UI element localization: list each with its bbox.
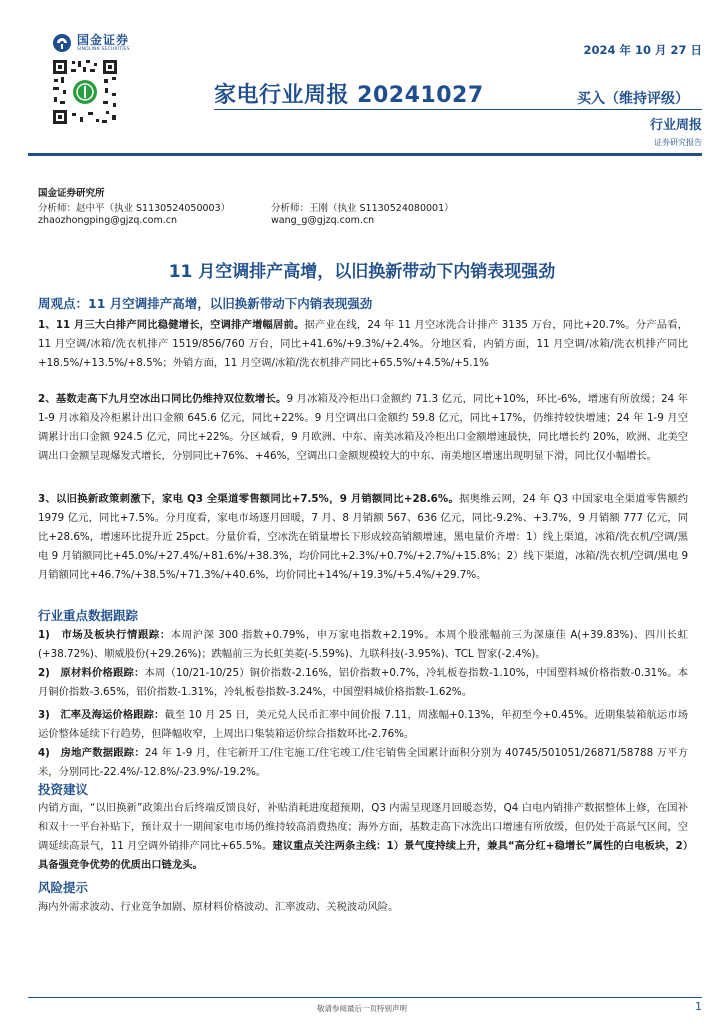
report-headline: 11 月空调排产高增，以旧换新带动下内销表现强劲 xyxy=(168,262,556,282)
header-divider xyxy=(214,109,702,110)
investment-paragraph xyxy=(38,799,688,875)
paragraph-3-lead: 3、以旧换新政策刺激下，家电 Q3 全渠道零售额同比+7.5%，9 月销额同比+28.6%。 xyxy=(38,493,460,505)
analyst-2-email[interactable]: wang_g@gjzq.com.cn xyxy=(271,215,375,226)
investment-body: 内销方面，“以旧换新”政策出台后终端反馈良好，补贴消耗进度超预期，Q3 内需呈现逐月回暖态势，Q4 白电内销排产数据整体上修，在国补和双十一平台补贴下，预计双十一期间家电市场仍维持较高消费热度；海外方面，基数走高下冰洗出口增速有所放缓，但仍处于高景气区间，空调延续高景气，11 月空调外销排产同比+65.5%。 xyxy=(38,802,688,852)
paragraph-3-body: 据奥维云网，24 年 Q3 中国家电全渠道零售额约 1979 亿元，同比+7.5%。分月度看，家电市场逐月回暖，7 月、8 月销额 567、636 亿元，同比-9.2%、+3.7%，9 月销额 777 亿元，同比+28.6%，增速环比提升近 25pct。分量价看，空冰洗在销量增长下形成较高销额增速，黑电量价齐增：1）线上渠道，冰箱/洗衣机/空调/黑电 9 月销额同比+45.0%/+27.4%/+81.6%/+38.3%，均价同比+2.3%/+0.7%/+2.7%/+15.8%；2）线下渠道，冰箱/洗衣机/空调/黑电 9 月销额同比+46.7%/+38.5%/+71.3%/+40.6%，均价同比+14%/+19.3%/+5.4%/+29.7%。 xyxy=(38,493,688,581)
tracking-item-materials-lead: 2) 原材料价格跟踪： xyxy=(38,667,145,679)
footer-disclaimer: 敬请参阅最后一页特别声明 xyxy=(317,1004,407,1013)
section-weekly-view: 周观点：11 月空调排产高增，以旧换新带动下内销表现强劲 xyxy=(38,296,373,311)
paragraph-2-body: 9 月冰箱及冷柜出口金额约 71.3 亿元，同比+10%，环比-6%，增速有所放缓；24 年 1-9 月冰箱及冷柜累计出口金额 645.6 亿元，同比+22%。9 月空调出口金额约 59.8 亿元，同比+17%，仍维持较快增速；24 年 1-9 月空调累计出口金额 924.5 亿元，同比+22%。分区域看，9 月欧洲、中东、南美冰箱及冷柜出口金额增速最快，同比增长约 20%，欧洲、北美空调出口金额呈现爆发式增长，分别同比+76%、+46%，空调出口金额规模较大的中东、南美地区增速出现明显下滑，同比仅小幅增长。 xyxy=(38,393,688,462)
footer-divider xyxy=(28,997,702,998)
section-data-tracking: 行业重点数据跟踪 xyxy=(38,608,139,623)
logo-cn-text: 国金证券 xyxy=(77,32,130,47)
analyst-1: 分析师：赵中平（执业 S1130524050003） xyxy=(38,203,231,214)
section-risk: 风险提示 xyxy=(38,880,89,895)
tracking-item-real-estate-lead: 4) 房地产数据跟踪： xyxy=(38,747,145,759)
report-subtype: 证券研究报告 xyxy=(654,138,702,147)
tracking-item-materials xyxy=(38,664,688,702)
analyst-1-email[interactable]: zhaozhongping@gjzq.com.cn xyxy=(38,215,177,226)
tracking-item-fx-body: 截至 10 月 25 日，美元兑人民币汇率中间价报 7.11，周涨幅+0.13%，年初至今+0.45%。近期集装箱航运市场运价整体延续下行趋势，但降幅收窄，上周出口集装箱运价综合指数环比-2.76%。 xyxy=(38,709,688,740)
paragraph-1-body: 据产业在线，24 年 11 月空冰洗合计排产 3135 万台，同比+20.7%。分产品看，11 月空调/冰箱/洗衣机排产 1519/856/760 万台，同比+41.6%/+9.3%/+2.4%。分地区看，内销方面，11 月空调/冰箱/洗衣机排产同比+18.5%/+13.5%/+8.5%；外销方面，11 月空调/冰箱/洗衣机排产同比+65.5%/+4.5%/+5.1% xyxy=(38,319,688,369)
institute-name: 国金证券研究所 xyxy=(38,188,105,199)
paragraph-1 xyxy=(38,316,688,373)
paragraph-1-lead: 1、11 月三大白排产同比稳健增长，空调排产增幅居前。 xyxy=(38,319,305,331)
tracking-item-market-body: 本周沪深 300 指数+0.79%，申万家电指数+2.19%。本周个股涨幅前三为深康佳 A(+39.83%)、四川长虹(+38.72%)、顺威股份(+29.26%)；跌幅前三为长虹美菱(-5.59%)、九联科技(-3.95%)、TCL 智家(-2.4%)。 xyxy=(38,629,688,660)
header-thick-divider xyxy=(28,153,702,156)
logo-icon xyxy=(52,33,72,53)
tracking-item-market xyxy=(38,626,688,664)
report-type: 行业周报 xyxy=(649,118,702,133)
tracking-item-market-lead: 1) 市场及板块行情跟踪： xyxy=(38,629,171,641)
investment-conclusion: 建议重点关注两条主线：1）景气度持续上升，兼具“高分红+稳增长”属性的白电板块，2）具备强竞争优势的优质出口链龙头。 xyxy=(38,840,689,871)
tracking-item-fx-shipping xyxy=(38,706,688,744)
company-logo xyxy=(52,32,152,54)
rating-label: 买入（维持评级） xyxy=(577,91,689,107)
page-number: 1 xyxy=(695,1000,702,1013)
section-investment: 投资建议 xyxy=(38,782,89,797)
tracking-item-real-estate-body: 24 年 1-9 月，住宅新开工/住宅施工/住宅竣工/住宅销售全国累计面积分别为 40745/501051/26871/58788 万平方米，分别同比-22.4%/-12.8%/-23.9%/-19.2%。 xyxy=(38,747,688,778)
risk-paragraph: 海内外需求波动、行业竞争加剧、原材料价格波动、汇率波动、关税波动风险。 xyxy=(38,901,399,913)
analyst-2: 分析师：王刚（执业 S1130524080001） xyxy=(271,203,454,214)
paragraph-3 xyxy=(38,490,688,585)
paragraph-2-lead: 2、基数走高下九月空冰出口同比仍维持双位数增长。 xyxy=(38,393,287,405)
report-title: 家电行业周报 20241027 xyxy=(214,83,484,108)
tracking-item-fx-lead: 3) 汇率及海运价格跟踪： xyxy=(38,709,165,721)
paragraph-2 xyxy=(38,390,688,466)
qr-code-icon xyxy=(50,57,120,127)
tracking-item-materials-body: 本周（10/21-10/25）铜价指数-2.16%，铝价指数+0.7%，冷轧板卷指数-1.10%，中国塑料城价格指数-0.31%。本月铜价指数-3.65%，铝价指数-1.31%，冷轧板卷指数-3.24%，中国塑料城价格指数-1.62%。 xyxy=(38,667,688,698)
logo-en-text: SINOLINK SECURITIES xyxy=(77,46,130,52)
tracking-item-real-estate xyxy=(38,744,688,782)
report-date: 2024 年 10 月 27 日 xyxy=(583,43,702,57)
